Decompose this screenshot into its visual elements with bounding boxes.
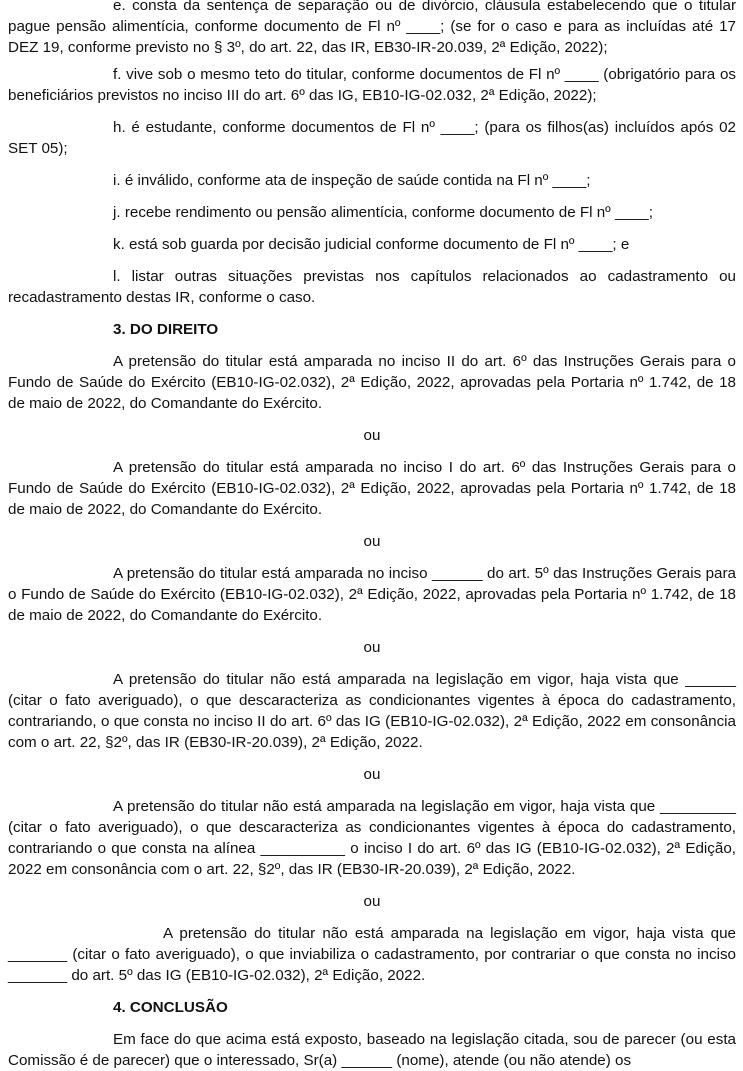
- section-3-paragraph-2: A pretensão do titular está amparada no inciso I do art. 6º das Instruções Gerais para o Fundo de Saúde do Exército (EB10-IG-02.032), 2ª Edição, 2022, aprovadas pela Portaria nº 1.742, de 18 de maio de 2022, do Comandante do Exército.: [8, 459, 736, 518]
- alternative-separator: ou: [363, 639, 381, 656]
- section-3-paragraph-3: A pretensão do titular está amparada no inciso ______ do art. 5º das Instruções Gerais para o Fundo de Saúde do Exército (EB10-IG-02.032), 2ª Edição, 2022, aprovadas pela Portaria nº 1.742, de 18 de maio de 2022, do Comandante do Exército.: [8, 565, 736, 624]
- document-page: [8, 0, 736, 1071]
- section-3-paragraph-6: A pretensão do titular não está amparada na legislação em vigor, haja vista que _______ (citar o fato averiguado), o que inviabiliza o cadastramento, por contrariar o que consta no inciso _______ do art. 5º das IG (EB10-IG-02.032), 2ª Edição, 2022.: [8, 925, 736, 984]
- item-l: l. listar outras situações previstas nos capítulos relacionados ao cadastramento ou recadastramento destas IR, conforme o caso.: [8, 268, 736, 306]
- item-f: f. vive sob o mesmo teto do titular, conforme documentos de Fl nº ____ (obrigatório para os beneficiários previstos no inciso III do art. 6º das IG, EB10-IG-02.032, 2ª Edição, 2022);: [8, 66, 736, 104]
- section-3-paragraph-5: A pretensão do titular não está amparada na legislação em vigor, haja vista que _________ (citar o fato averiguado), o que descaracteriza as condicionantes vigentes à época do cadastramento, contrariando o que consta na alínea __________ o inciso I do art. 6º das IG (EB10-IG-02.032), 2ª Edição, 2022 em consonância com o art. 22, §2º, das IR (EB30-IR-20.039), 2ª Edição, 2022.: [8, 798, 736, 878]
- alternative-separator: ou: [363, 427, 381, 444]
- section-3-paragraph-1: A pretensão do titular está amparada no inciso II do art. 6º das Instruções Gerais para o Fundo de Saúde do Exército (EB10-IG-02.032), 2ª Edição, 2022, aprovadas pela Portaria nº 1.742, de 18 de maio de 2022, do Comandante do Exército.: [8, 353, 736, 412]
- section-4-paragraph-1: Em face do que acima está exposto, baseado na legislação citada, sou de parecer (ou esta Comissão é de parecer) que o interessado, Sr(a) ______ (nome), atende (ou não atende) os: [8, 1031, 736, 1069]
- item-e: e. consta da sentença de separação ou de divórcio, cláusula estabelecendo que o titular pague pensão alimentícia, conforme documento de Fl nº ____; (se for o caso e para as incluídas até 17 DEZ 19, conforme previsto no § 3º, do art. 22, das IR, EB30-IR-20.039, 2ª Edição, 2022);: [8, 0, 736, 56]
- section-4-heading: 4. CONCLUSÃO: [113, 999, 228, 1016]
- alternative-separator: ou: [363, 766, 381, 783]
- item-j: j. recebe rendimento ou pensão alimentícia, conforme documento de Fl nº ____;: [113, 204, 653, 221]
- item-k: k. está sob guarda por decisão judicial conforme documento de Fl nº ____; e: [113, 236, 630, 253]
- section-3-paragraph-4: A pretensão do titular não está amparada na legislação em vigor, haja vista que ______ (citar o fato averiguado), o que descaracteriza as condicionantes vigentes à época do cadastramento, contrariando, o que consta no inciso II do art. 6º das IG (EB10-IG-02.032), 2ª Edição, 2022 em consonância com o art. 22, §2º, das IR (EB30-IR-20.039), 2ª Edição, 2022.: [8, 671, 736, 751]
- item-h: h. é estudante, conforme documentos de Fl nº ____; (para os filhos(as) incluídos após 02 SET 05);: [8, 119, 736, 157]
- section-3-heading: 3. DO DIREITO: [113, 321, 219, 338]
- alternative-separator: ou: [363, 893, 381, 910]
- alternative-separator: ou: [363, 533, 381, 550]
- item-i: i. é inválido, conforme ata de inspeção de saúde contida na Fl nº ____;: [113, 172, 591, 189]
